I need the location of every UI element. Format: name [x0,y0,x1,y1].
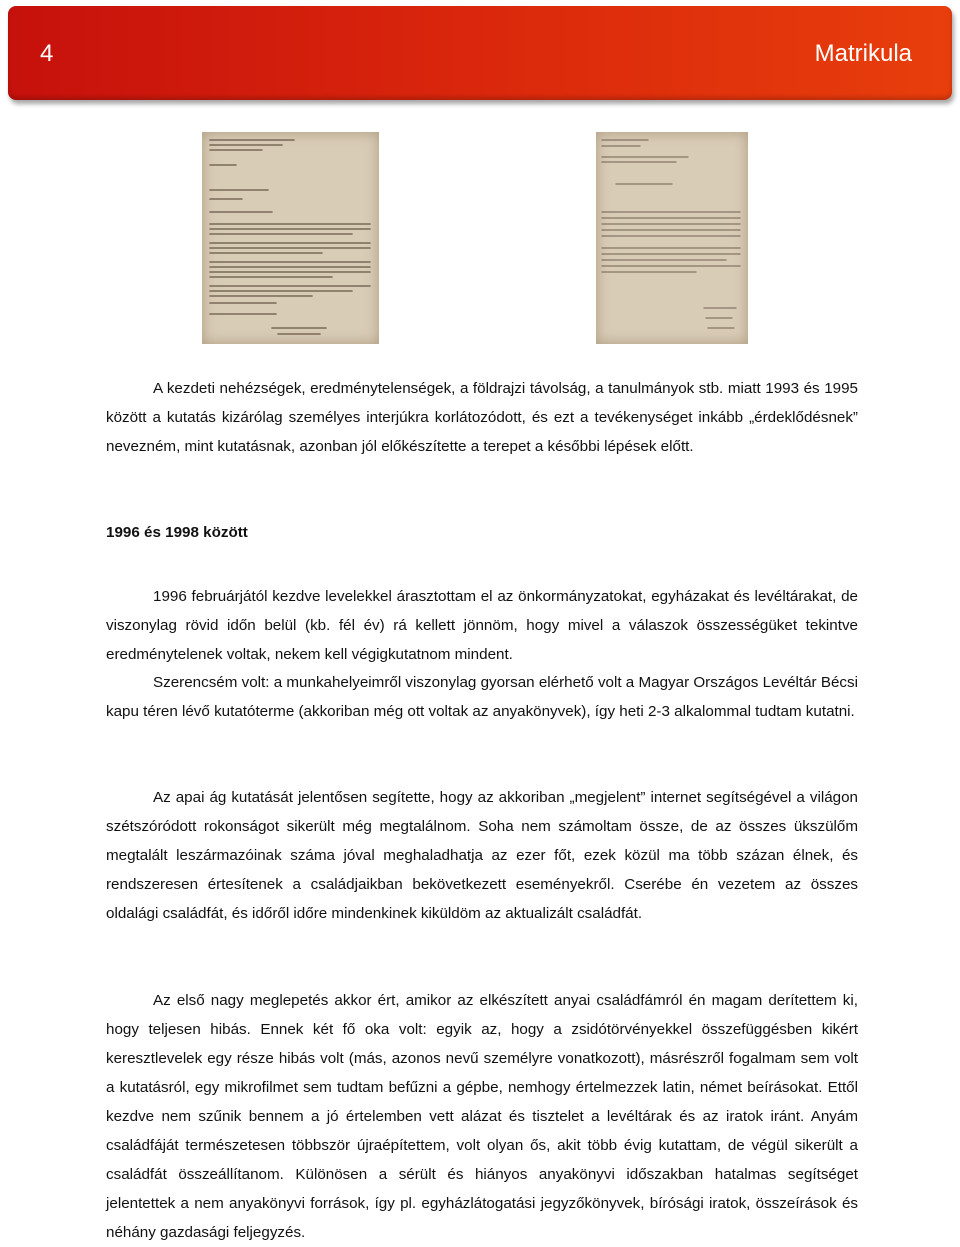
paragraph-paternal-line: Az apai ág kutatását jelentősen segítette, hogy az akkoriban „megjelent” internet segítségével a világon szétszóródott rokonságot sikerült még megtalálnom. Soha nem számoltam össze, de az összes ükszülőm megtalált leszármazóinak száma jóval meghaladhatja az ezer főt, ezek közül ma több százan élnek, és rendszeresen értesítenek a családjaikban bekövetkezett eseményekről. Cserébe én vezetem az összes oldalági családfát, és időről időre mindenkinek kiküldöm az aktualizált családfát. [106,789,858,922]
paragraph-intro: A kezdeti nehézségek, eredménytelenségek, a földrajzi távolság, a tanulmányok stb. miatt 1993 és 1995 között a kutatás kizárólag személyes interjúkra korlátozódott, és ezt a tevékenységet inkább „érdeklődésnek” nevezném, mint kutatásnak, azonban jól előkészítette a terepet a későbbi lépések előtt. [106,380,858,455]
paragraph-archive: Szerencsém volt: a munkahelyeimről viszonylag gyorsan elérhető volt a Magyar Országos Levéltár Bécsi kapu téren lévő kutatóterme (akkoriban még ott voltak az anyakönyvek), így heti 2-3 alkalommal tudtam kutatni. [106,674,858,720]
page-number: 4 [40,40,54,67]
scanned-letter-image-right [596,132,748,344]
paragraph-maternal-line: Az első nagy meglepetés akkor ért, amikor az elkészített anyai családfámról én magam derítettem ki, hogy teljesen hibás. Ennek két fő oka volt: egyik az, hogy a zsidótörvényekkel összefüggésben kikért keresztlevelek egy része hibás volt (más, azonos nevű személyre vonatkozott), másrészről fogalmam sem volt a kutatásról, egy mikrofilmet sem tudtam befűzni a gépbe, nemhogy értelmezzek latin, német beírásokat. Ettől kezdve nem szűnik bennem a jó értelemben vett alázat és tisztelet a levéltárak és az iratok iránt. Anyám családfáját természetesen többször újraépítettem, volt olyan ős, akit több évig kutattam, de végül sikerült a családfát összeállítanom. Különösen a sérült és hiányos anyakönyvi időszakban hatalmas segítséget jelentettek a nem anyakönyvi források, így pl. egyházlátogatási jegyzőkönyvek, bírósági iratok, összeírások és néhány gazdasági feljegyzés. [106,992,858,1241]
letter-text-lines [596,132,748,344]
section-heading: 1996 és 1998 között [106,524,248,541]
paragraph-letters: 1996 februárjától kezdve levelekkel árasztottam el az önkormányzatokat, egyházakat és levéltárakat, de viszonylag rövid időn belül (kb. fél év) rá kellett jönnöm, hogy mivel a válaszok összességüket tekintve eredménytelenek voltak, nekem kell végigkutatnom mindent. [106,588,858,663]
letter-text-lines [202,132,379,344]
page-header [8,6,952,100]
header-title: Matrikula [814,40,912,67]
scanned-letter-image-left [202,132,379,344]
